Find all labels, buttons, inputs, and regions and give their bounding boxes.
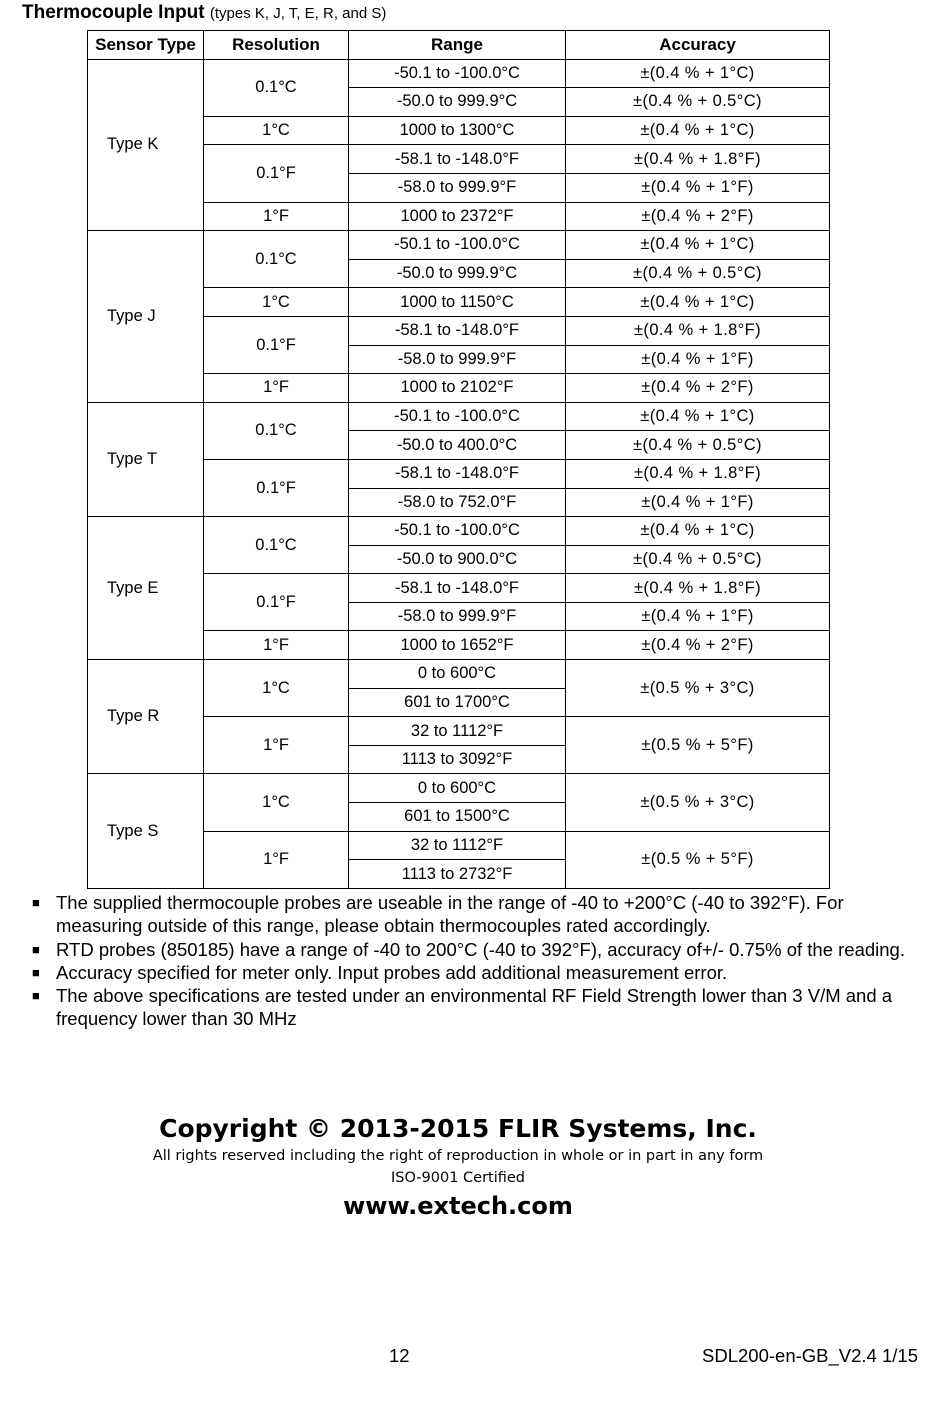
range-cell: -50.1 to -100.0°C — [349, 517, 566, 546]
range-cell: -50.1 to -100.0°C — [349, 59, 566, 88]
heading-subtitle: (types K, J, T, E, R, and S) — [209, 5, 387, 22]
page-heading — [22, 2, 386, 24]
header-range: Range — [349, 31, 566, 60]
sensor-type-cell: Type K — [88, 59, 204, 231]
resolution-cell: 0.1°C — [204, 231, 349, 288]
accuracy-cell: ±(0.4 % + 1.8°F) — [566, 459, 830, 488]
accuracy-cell: ±(0.4 % + 1°C) — [566, 116, 830, 145]
resolution-cell: 1°F — [204, 717, 349, 774]
accuracy-cell: ±(0.4 % + 1.8°F) — [566, 145, 830, 174]
note-text: The supplied thermocouple probes are useable in the range of -40 to +200°C (-40 to 392°F). For measuring outside of this range, please obtain thermocouples rated accordingly. — [56, 892, 844, 937]
resolution-cell: 1°F — [204, 631, 349, 660]
accuracy-cell: ±(0.4 % + 0.5°C) — [566, 88, 830, 117]
note-text: The above specifications are tested under an environmental RF Field Strength lower than 3 V/M and a frequency lower than 30 MHz — [56, 985, 893, 1030]
table-row — [88, 774, 830, 803]
accuracy-cell: ±(0.5 % + 5°F) — [566, 717, 830, 774]
resolution-cell: 0.1°C — [204, 59, 349, 116]
rights-line: All rights reserved including the right of reproduction in whole or in part in any form — [152, 1148, 764, 1164]
accuracy-cell: ±(0.4 % + 1.8°F) — [566, 574, 830, 603]
range-cell: -58.1 to -148.0°F — [349, 574, 566, 603]
accuracy-cell: ±(0.4 % + 0.5°C) — [566, 545, 830, 574]
resolution-cell: 0.1°F — [204, 316, 349, 373]
resolution-cell: 0.1°C — [204, 402, 349, 459]
range-cell: 0 to 600°C — [349, 660, 566, 689]
range-cell: -58.1 to -148.0°F — [349, 145, 566, 174]
header-resolution: Resolution — [204, 31, 349, 60]
accuracy-cell: ±(0.4 % + 1°F) — [566, 345, 830, 374]
accuracy-cell: ±(0.4 % + 2°F) — [566, 202, 830, 231]
accuracy-cell: ±(0.4 % + 0.5°C) — [566, 259, 830, 288]
range-cell: 1000 to 1300°C — [349, 116, 566, 145]
range-cell: -50.0 to 999.9°C — [349, 259, 566, 288]
accuracy-cell: ±(0.4 % + 1°F) — [566, 602, 830, 631]
accuracy-cell: ±(0.4 % + 2°F) — [566, 374, 830, 403]
header-accuracy: Accuracy — [566, 31, 830, 60]
resolution-cell: 0.1°C — [204, 517, 349, 574]
note-item — [30, 961, 910, 984]
accuracy-cell: ±(0.4 % + 1°F) — [566, 173, 830, 202]
range-cell: 32 to 1112°F — [349, 717, 566, 746]
note-item — [30, 891, 910, 938]
resolution-cell: 1°F — [204, 202, 349, 231]
bullet-icon: ■ — [32, 964, 40, 980]
accuracy-cell: ±(0.5 % + 3°C) — [566, 774, 830, 831]
range-cell: 0 to 600°C — [349, 774, 566, 803]
range-cell: -50.0 to 999.9°C — [349, 88, 566, 117]
table-row — [88, 59, 830, 88]
bullet-icon: ■ — [32, 988, 40, 1004]
table-header-row — [88, 31, 830, 60]
website-link[interactable]: www.extech.com — [343, 1192, 573, 1220]
bullet-icon: ■ — [32, 941, 40, 957]
range-cell: 1000 to 2372°F — [349, 202, 566, 231]
accuracy-cell: ±(0.4 % + 1°C) — [566, 231, 830, 260]
thermocouple-spec-table — [87, 30, 830, 889]
accuracy-cell: ±(0.4 % + 1°C) — [566, 59, 830, 88]
range-cell: -58.0 to 752.0°F — [349, 488, 566, 517]
table-row — [88, 517, 830, 546]
range-cell: -58.1 to -148.0°F — [349, 459, 566, 488]
range-cell: 601 to 1700°C — [349, 688, 566, 717]
iso-line: ISO-9001 Certified — [390, 1170, 526, 1186]
note-text: Accuracy specified for meter only. Input probes add additional measurement error. — [56, 961, 728, 983]
range-cell: -58.0 to 999.9°F — [349, 345, 566, 374]
accuracy-cell: ±(0.4 % + 0.5°C) — [566, 431, 830, 460]
sensor-type-cell: Type T — [88, 402, 204, 516]
copyright-line: Copyright © 2013-2015 FLIR Systems, Inc. — [159, 1114, 757, 1143]
resolution-cell: 1°C — [204, 660, 349, 717]
sensor-type-cell: Type S — [88, 774, 204, 888]
resolution-cell: 1°C — [204, 116, 349, 145]
sensor-type-cell: Type E — [88, 517, 204, 660]
range-cell: -50.0 to 900.0°C — [349, 545, 566, 574]
resolution-cell: 1°F — [204, 374, 349, 403]
table-body — [88, 59, 830, 888]
header-sensor-type: Sensor Type — [88, 31, 204, 60]
range-cell: -50.1 to -100.0°C — [349, 402, 566, 431]
range-cell: 1000 to 1652°F — [349, 631, 566, 660]
sensor-type-cell: Type R — [88, 660, 204, 774]
bullet-icon: ■ — [32, 895, 40, 910]
accuracy-cell: ±(0.4 % + 1°C) — [566, 288, 830, 317]
range-cell: -50.0 to 400.0°C — [349, 431, 566, 460]
accuracy-cell: ±(0.4 % + 1°C) — [566, 517, 830, 546]
range-cell: 1113 to 2732°F — [349, 860, 566, 889]
heading-title: Thermocouple Input — [22, 2, 205, 23]
accuracy-cell: ±(0.5 % + 5°F) — [566, 831, 830, 888]
resolution-cell: 0.1°F — [204, 459, 349, 516]
resolution-cell: 0.1°F — [204, 145, 349, 202]
range-cell: 32 to 1112°F — [349, 831, 566, 860]
document-id: SDL200-en-GB_V2.4 1/15 — [702, 1345, 918, 1366]
range-cell: -58.0 to 999.9°F — [349, 173, 566, 202]
accuracy-cell: ±(0.4 % + 1.8°F) — [566, 316, 830, 345]
note-text: RTD probes (850185) have a range of -40 to 200°C (-40 to 392°F), accuracy of+/- 0.75% of the reading. — [56, 938, 905, 960]
notes-list — [30, 891, 910, 1031]
range-cell: -58.1 to -148.0°F — [349, 316, 566, 345]
range-cell: 1113 to 3092°F — [349, 745, 566, 774]
range-cell: 1000 to 2102°F — [349, 374, 566, 403]
resolution-cell: 0.1°F — [204, 574, 349, 631]
range-cell: -58.0 to 999.9°F — [349, 602, 566, 631]
resolution-cell: 1°C — [204, 288, 349, 317]
page-number: 12 — [389, 1345, 410, 1366]
table-row — [88, 231, 830, 260]
accuracy-cell: ±(0.4 % + 2°F) — [566, 631, 830, 660]
accuracy-cell: ±(0.4 % + 1°C) — [566, 402, 830, 431]
resolution-cell: 1°C — [204, 774, 349, 831]
sensor-type-cell: Type J — [88, 231, 204, 403]
range-cell: -50.1 to -100.0°C — [349, 231, 566, 260]
range-cell: 1000 to 1150°C — [349, 288, 566, 317]
table-row — [88, 660, 830, 689]
range-cell: 601 to 1500°C — [349, 803, 566, 832]
note-item — [30, 938, 910, 961]
resolution-cell: 1°F — [204, 831, 349, 888]
accuracy-cell: ±(0.5 % + 3°C) — [566, 660, 830, 717]
accuracy-cell: ±(0.4 % + 1°F) — [566, 488, 830, 517]
table-row — [88, 402, 830, 431]
note-item — [30, 984, 910, 1031]
